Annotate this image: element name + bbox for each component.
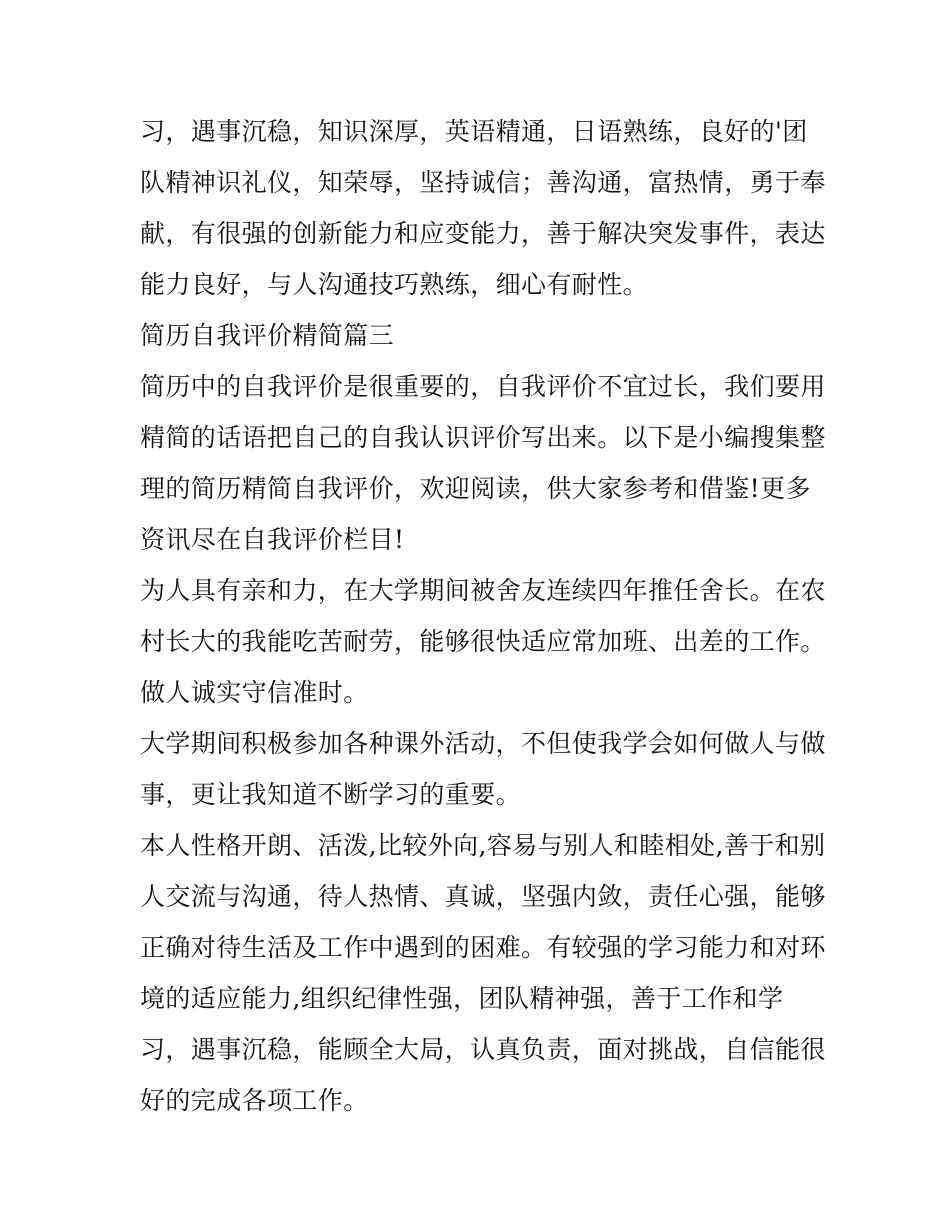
text-line: 本人性格开朗、活泼,比较外向,容易与别人和睦相处,善于和别 bbox=[140, 831, 826, 860]
text-line: 正确对待生活及工作中遇到的困难。有较强的学习能力和对环 bbox=[140, 933, 826, 962]
text-line: 做人诚实守信准时。 bbox=[140, 678, 369, 707]
text-line: 事，更让我知道不断学习的重要。 bbox=[140, 780, 522, 809]
text-line: 能力良好，与人沟通技巧熟练，细心有耐性。 bbox=[140, 270, 649, 299]
text-line: 资讯尽在自我评价栏目! bbox=[140, 525, 405, 554]
document-body bbox=[140, 106, 826, 1126]
text-line: 大学期间积极参加各种课外活动，不但使我学会如何做人与做 bbox=[140, 729, 826, 758]
section-heading: 简历自我评价精简篇三 bbox=[140, 321, 395, 350]
text-line: 习，遇事沉稳，知识深厚，英语精通，日语熟练，良好的'团 bbox=[140, 117, 808, 146]
text-line: 人交流与沟通，待人热情、真诚，坚强内敛，责任心强，能够 bbox=[140, 882, 826, 911]
text-line: 为人具有亲和力，在大学期间被舍友连续四年推任舍长。在农 bbox=[140, 576, 826, 605]
text-line: 献，有很强的创新能力和应变能力，善于解决突发事件，表达 bbox=[140, 219, 826, 248]
text-line: 理的简历精简自我评价，欢迎阅读，供大家参考和借鉴!更多 bbox=[140, 474, 811, 503]
text-line: 简历中的自我评价是很重要的，自我评价不宜过长，我们要用 bbox=[140, 372, 826, 401]
text-line: 习，遇事沉稳，能顾全大局，认真负责，面对挑战，自信能很 bbox=[140, 1035, 826, 1064]
text-line: 境的适应能力,组织纪律性强，团队精神强，善于工作和学 bbox=[140, 984, 784, 1013]
text-line: 队精神识礼仪，知荣辱，坚持诚信；善沟通，富热情，勇于奉 bbox=[140, 168, 826, 197]
text-line: 精简的话语把自己的自我认识评价写出来。以下是小编搜集整 bbox=[140, 423, 826, 452]
text-line: 村长大的我能吃苦耐劳，能够很快适应常加班、出差的工作。 bbox=[140, 627, 826, 656]
text-line: 好的完成各项工作。 bbox=[140, 1086, 369, 1115]
